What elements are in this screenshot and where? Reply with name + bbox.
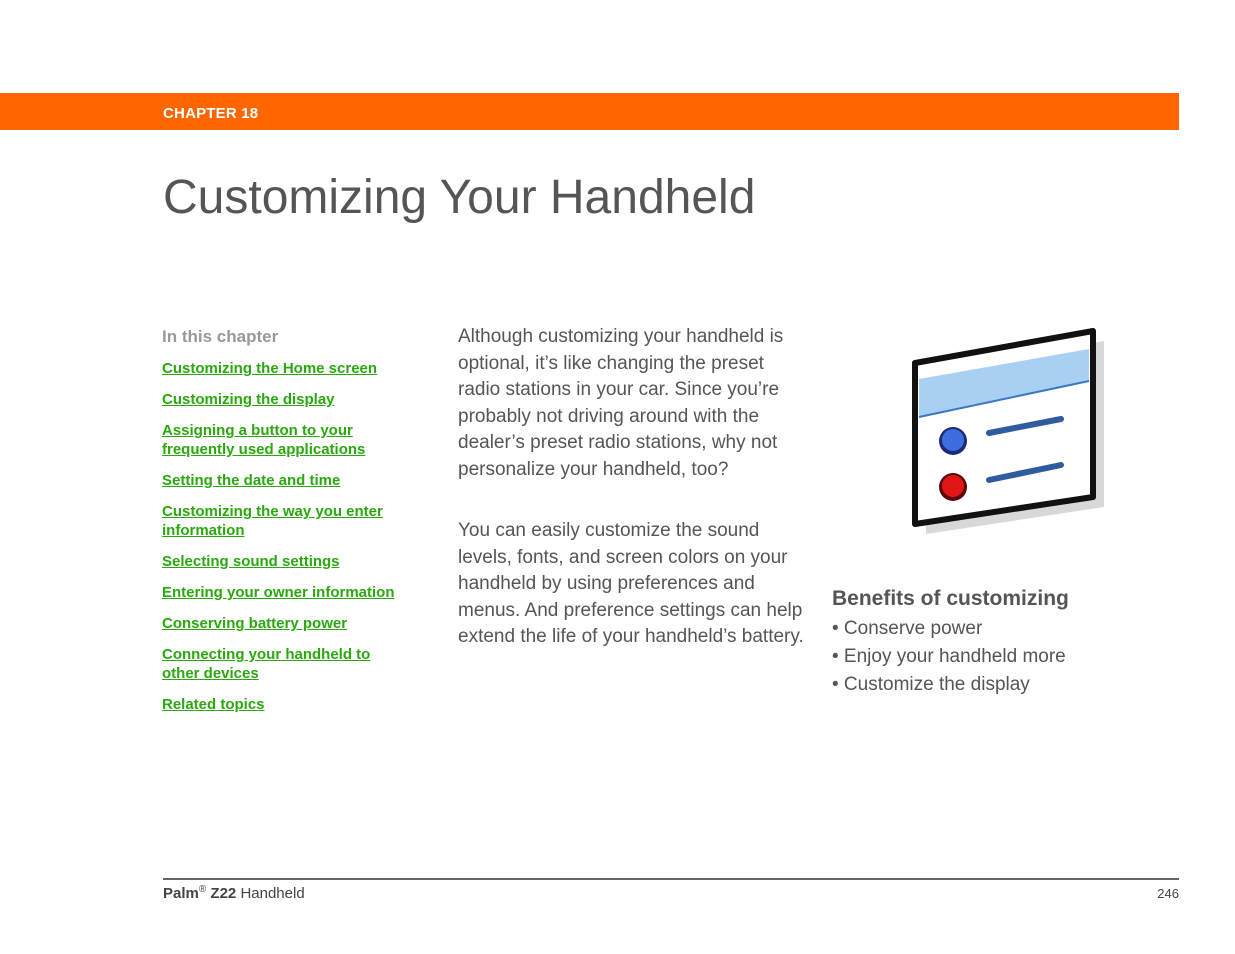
- benefit-item: • Customize the display: [832, 674, 1030, 695]
- toc-link-related-topics[interactable]: Related topics: [162, 696, 265, 713]
- registered-mark: ®: [198, 884, 207, 895]
- footer-divider: [163, 878, 1179, 880]
- benefit-item: • Enjoy your handheld more: [832, 646, 1066, 667]
- intro-paragraph: Although customizing your handheld is optional, it’s like changing the preset radio stations in your car. Since you’re probably not driving around with the dealer’s preset radio stations, why not personalize your handheld, too?: [458, 326, 784, 480]
- toc-link-display[interactable]: Customizing the display: [162, 391, 335, 408]
- intro-text: [458, 324, 808, 651]
- chapter-toc: [162, 327, 422, 726]
- toc-link-assigning-button[interactable]: Assigning a button to your frequently used applications: [162, 422, 366, 458]
- toc-link-home-screen[interactable]: Customizing the Home screen: [162, 360, 378, 377]
- footer-product-name: Handheld: [240, 885, 305, 902]
- page-number: 246: [1157, 886, 1179, 901]
- intro-paragraph: You can easily customize the sound levels, fonts, and screen colors on your handheld by using preferences and menus. And preference settings can help extend the life of your handheld’s battery.: [458, 520, 804, 647]
- footer-product: [163, 884, 305, 902]
- preferences-window-icon: [905, 325, 1105, 540]
- benefits-heading: Benefits of customizing: [832, 587, 1069, 610]
- benefits-box: [832, 587, 1162, 699]
- chapter-bar: [0, 93, 1179, 130]
- benefit-item: • Conserve power: [832, 618, 983, 639]
- footer-brand: Palm: [163, 885, 199, 902]
- toc-link-enter-information[interactable]: Customizing the way you enter information: [162, 503, 383, 539]
- toc-link-date-time[interactable]: Setting the date and time: [162, 472, 341, 489]
- toc-link-sound-settings[interactable]: Selecting sound settings: [162, 553, 340, 570]
- chapter-label: CHAPTER 18: [163, 105, 259, 122]
- toc-heading: In this chapter: [162, 327, 279, 346]
- footer-model: Z22: [210, 885, 237, 902]
- toc-link-owner-information[interactable]: Entering your owner information: [162, 584, 395, 601]
- toc-link-battery-power[interactable]: Conserving battery power: [162, 615, 348, 632]
- page-title: Customizing Your Handheld: [163, 171, 756, 224]
- toc-link-other-devices[interactable]: Connecting your handheld to other devices: [162, 646, 371, 682]
